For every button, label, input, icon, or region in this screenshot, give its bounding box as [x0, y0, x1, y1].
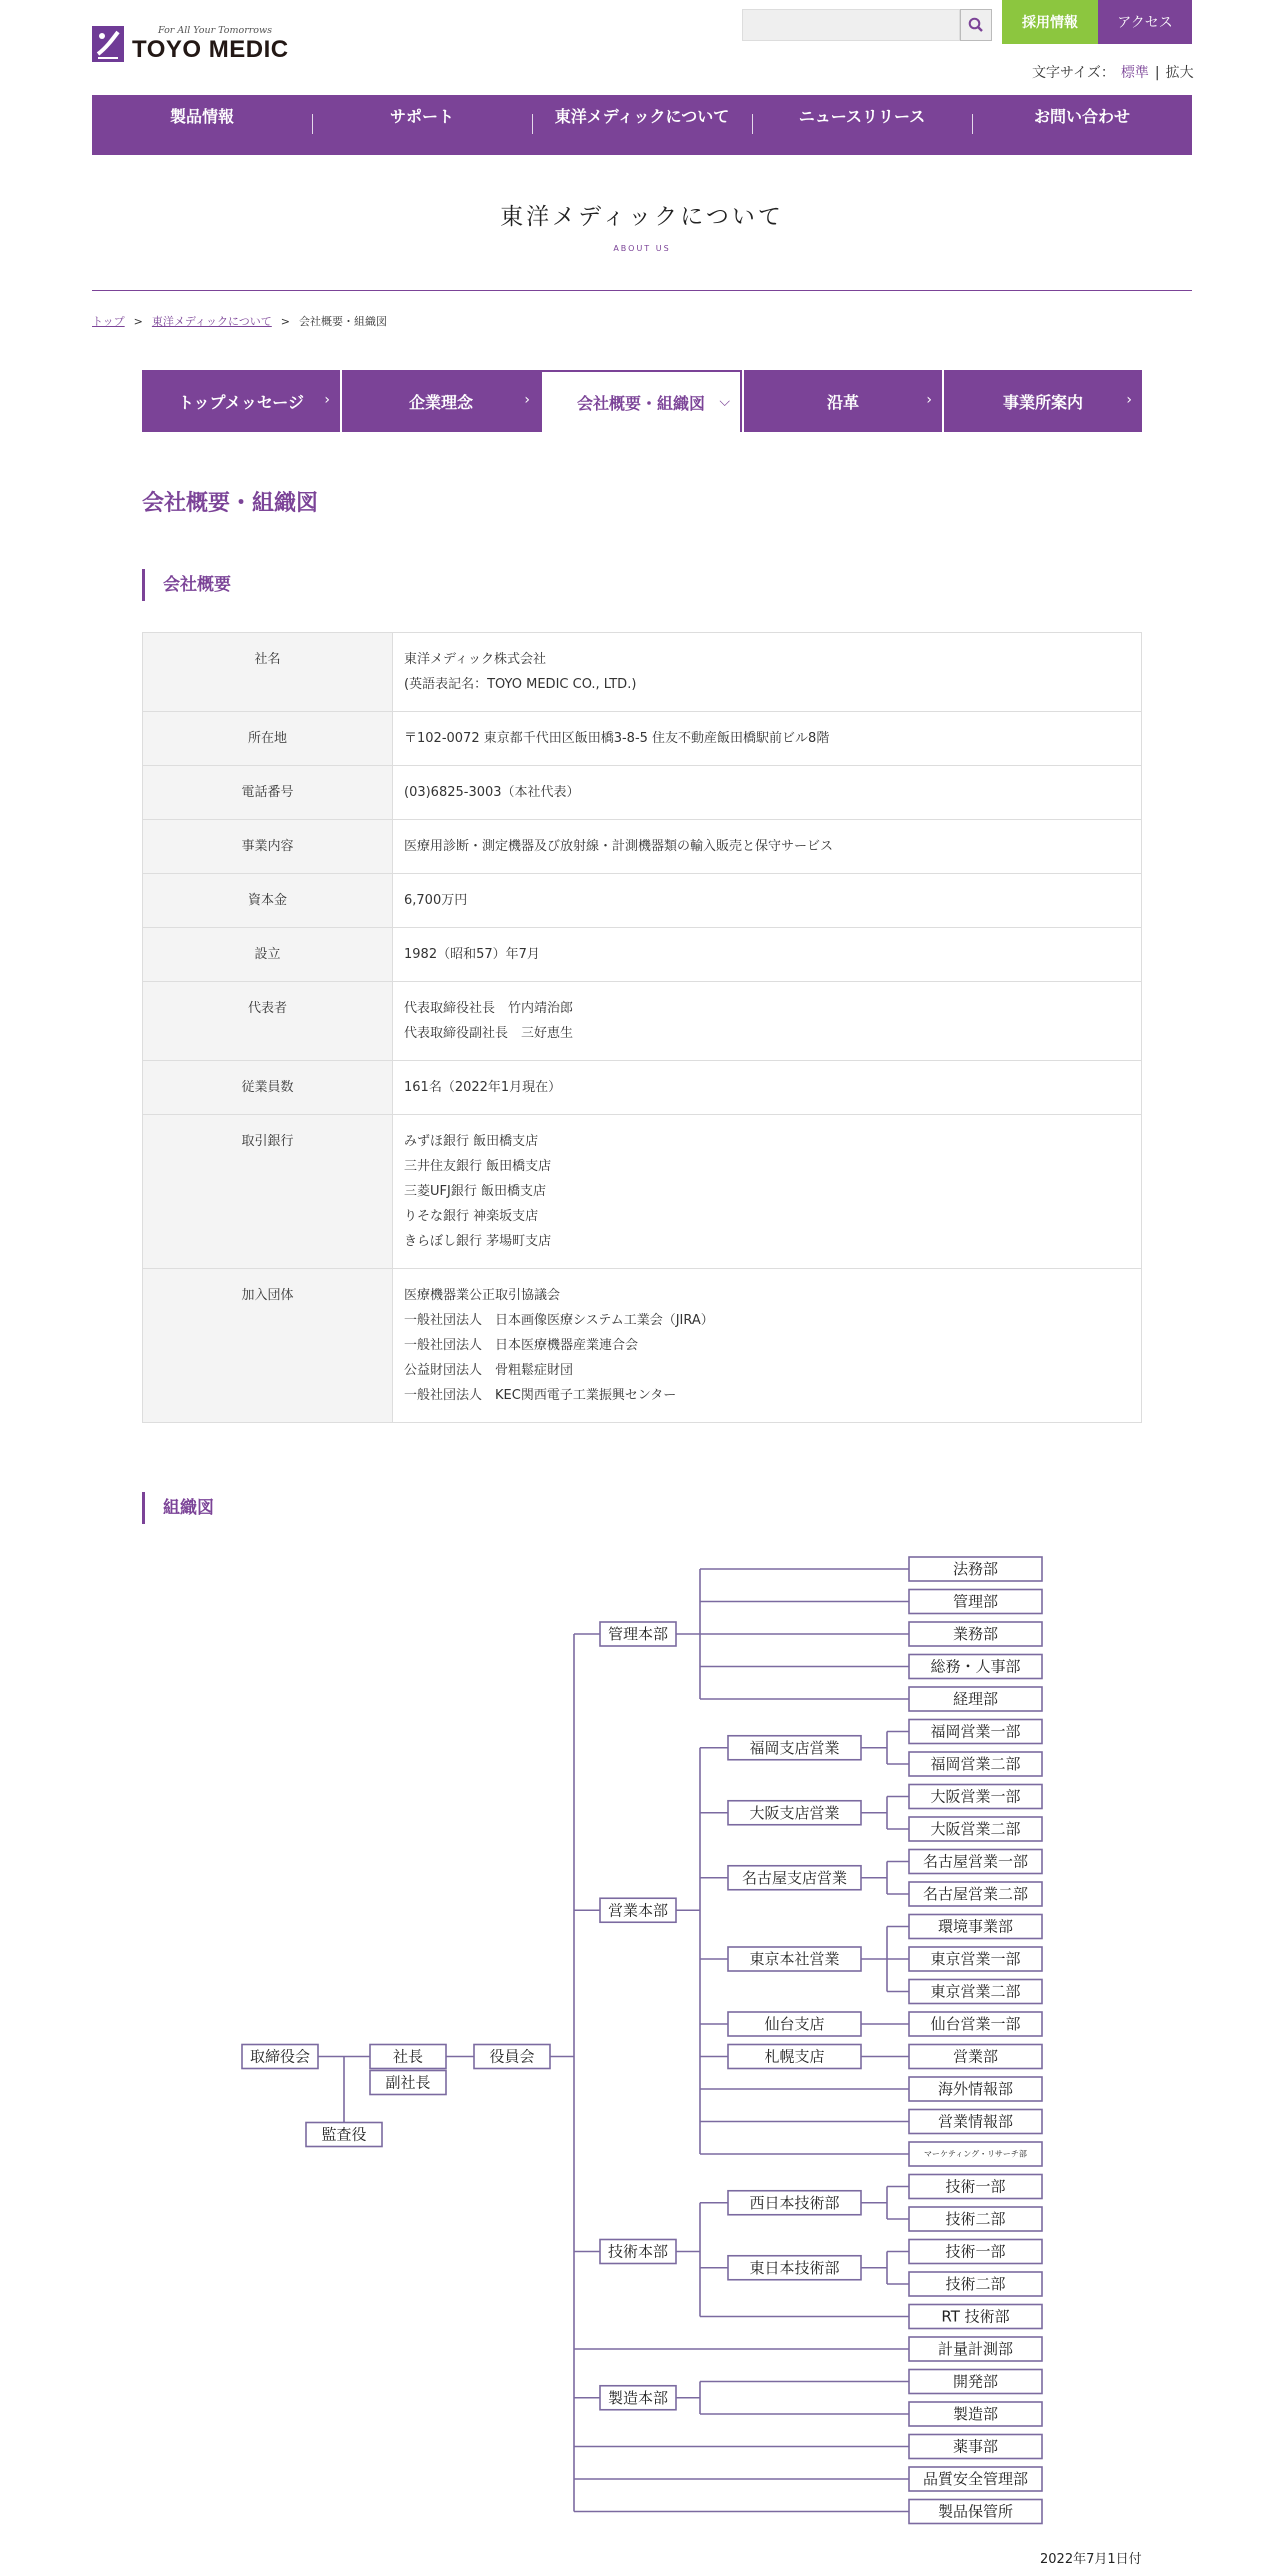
org-node-label: RT 技術部 [941, 2307, 1010, 2326]
org-node-label: 技術一部 [945, 2242, 1006, 2261]
tab-label: 会社概要・組織図 [576, 393, 705, 413]
table-row [143, 766, 1142, 820]
breadcrumb-home[interactable]: トップ [92, 315, 125, 328]
org-node [909, 2500, 1042, 2524]
nav-support[interactable]: サポート [312, 95, 532, 135]
row-value-line: 代表取締役副社長 三好恵生 [404, 1026, 574, 1041]
org-node [370, 2071, 446, 2095]
row-value [393, 766, 1142, 820]
row-label: 従業員数 [143, 1061, 393, 1115]
org-node [728, 2012, 861, 2036]
org-node [728, 1947, 861, 1971]
org-node [474, 2045, 550, 2069]
org-node-label: 大阪支店営業 [749, 1803, 840, 1822]
org-node-label: 監査役 [321, 2125, 367, 2144]
logo-mark-icon [92, 26, 124, 62]
org-node [909, 2370, 1042, 2394]
org-node-label: 技術二部 [945, 2275, 1006, 2293]
org-node [600, 1622, 676, 1646]
row-value-line: 〒102-0072 東京都千代田区飯田橋3-8-5 住友不動産飯田橋駅前ビル8階 [404, 731, 830, 746]
org-node [909, 2240, 1042, 2264]
org-node-label: 技術一部 [945, 2177, 1006, 2196]
org-node-label: 名古屋支店営業 [741, 1868, 848, 1887]
row-value-line: 6,700万円 [404, 893, 468, 908]
row-value-line: 161名（2022年1月現在） [404, 1080, 562, 1095]
tab-philosophy[interactable] [340, 370, 540, 432]
org-node [728, 2045, 861, 2069]
org-node [909, 1947, 1042, 1971]
org-node [909, 2337, 1042, 2361]
org-node-label: 総務・人事部 [930, 1657, 1021, 1676]
org-node-label: 役員会 [489, 2047, 535, 2066]
font-size-switcher [1032, 62, 1194, 82]
row-value [393, 712, 1142, 766]
org-node-label: 福岡支店営業 [749, 1738, 840, 1757]
org-node-label: 管理本部 [607, 1625, 669, 1643]
logo-tagline: For All Your Tomorrows [158, 25, 273, 36]
org-node-label: 札幌支店 [764, 2047, 825, 2066]
table-row [143, 820, 1142, 874]
font-size-large-button[interactable]: 拡大 [1165, 65, 1194, 81]
org-node [909, 1882, 1042, 1906]
org-node-label: 東日本技術部 [749, 2258, 840, 2277]
font-size-separator: | [1154, 65, 1160, 81]
row-value [393, 820, 1142, 874]
chevron-right-icon: › [1126, 392, 1132, 408]
row-value [393, 928, 1142, 982]
org-node-label: 東京本社営業 [749, 1950, 840, 1968]
org-node [909, 2467, 1042, 2491]
org-node [909, 2077, 1042, 2101]
org-node-label: 取締役会 [249, 2047, 311, 2066]
org-node [909, 1915, 1042, 1939]
org-node-label: 営業部 [952, 2047, 999, 2066]
org-node [909, 2305, 1042, 2329]
org-node-label: 業務部 [952, 1625, 999, 1643]
org-node-label: 仙台支店 [764, 2015, 825, 2033]
row-label: 社名 [143, 633, 393, 712]
font-size-label: 文字サイズ： [1032, 65, 1115, 81]
row-label: 代表者 [143, 982, 393, 1061]
org-node [909, 2272, 1042, 2296]
table-row [143, 633, 1142, 712]
title-divider [92, 290, 1192, 291]
org-node [909, 1817, 1042, 1841]
row-label: 加入団体 [143, 1269, 393, 1423]
org-node [909, 1980, 1042, 2004]
org-node [909, 1622, 1042, 1646]
org-node-label: 名古屋営業二部 [922, 1885, 1029, 1903]
org-node-label: 管理部 [952, 1592, 999, 1611]
breadcrumb [92, 313, 387, 329]
tab-label: トップメッセージ [178, 392, 304, 412]
row-value-line: 一般社団法人 日本画像医療システム工業会（JIRA） [404, 1313, 714, 1328]
row-label: 資本金 [143, 874, 393, 928]
section-heading-org: 組織図 [142, 1492, 214, 1524]
org-node-label: 計量計測部 [937, 2340, 1014, 2358]
row-value [393, 1115, 1142, 1269]
row-value-line: みずほ銀行 飯田橋支店 [404, 1134, 539, 1149]
row-value-line: 医療機器業公正取引協議会 [404, 1288, 561, 1303]
org-node-label: 技術二部 [945, 2210, 1006, 2228]
org-node [909, 1655, 1042, 1679]
org-node-label: 西日本技術部 [749, 2193, 840, 2212]
org-node [909, 2142, 1042, 2166]
org-node-label: 品質安全管理部 [922, 2470, 1029, 2488]
org-node [306, 2123, 382, 2147]
tab-offices[interactable] [942, 370, 1142, 432]
row-label: 取引銀行 [143, 1115, 393, 1269]
org-node [909, 2435, 1042, 2459]
org-node [242, 2045, 318, 2069]
org-node-label: 経理部 [952, 1690, 999, 1708]
table-row [143, 1269, 1142, 1423]
org-node-label: 副社長 [385, 2073, 431, 2092]
org-node-label: 製造部 [952, 2405, 999, 2423]
org-node [728, 1801, 861, 1825]
tab-history[interactable] [742, 370, 942, 432]
main-heading: 会社概要・組織図 [142, 491, 319, 516]
org-node-label: 開発部 [952, 2372, 999, 2391]
org-node-label: 薬事部 [952, 2437, 999, 2456]
breadcrumb-current: 会社概要・組織図 [299, 315, 388, 328]
org-node-label: 東京営業二部 [930, 1982, 1021, 2001]
org-node-label: 名古屋営業一部 [922, 1852, 1029, 1871]
org-node [909, 2012, 1042, 2036]
tab-label: 事業所案内 [1002, 392, 1083, 412]
search-button[interactable] [960, 9, 992, 41]
table-row [143, 982, 1142, 1061]
chevron-right-icon: › [926, 392, 932, 408]
org-node-label: 法務部 [952, 1560, 999, 1578]
chevron-down-icon: ⌵ [719, 394, 730, 410]
row-value [393, 633, 1142, 712]
nav-contact[interactable]: お問い合わせ [972, 95, 1192, 135]
tab-label: 沿革 [826, 392, 859, 412]
org-node-label: 製品保管所 [937, 2502, 1014, 2521]
breadcrumb-separator: > [280, 315, 291, 328]
row-label: 所在地 [143, 712, 393, 766]
org-node [909, 1687, 1042, 1711]
row-value [393, 1061, 1142, 1115]
org-node [909, 1720, 1042, 1744]
org-node-label: 海外情報部 [937, 2080, 1014, 2098]
org-node-label: 東京営業一部 [930, 1950, 1021, 1968]
breadcrumb-separator: > [133, 315, 143, 328]
nav-news[interactable]: ニュースリリース [752, 95, 972, 135]
row-value-line: 一般社団法人 日本医療機器産業連合会 [404, 1338, 639, 1353]
effective-date: 2022年7月1日付 [1040, 2552, 1142, 2567]
org-node-label: 仙台営業一部 [930, 2015, 1021, 2033]
org-node [909, 1752, 1042, 1776]
row-value-line: 東洋メディック株式会社 [404, 652, 546, 667]
global-nav [92, 95, 1192, 155]
logo-name: TOYO MEDIC [132, 36, 289, 63]
tab-top-message[interactable] [142, 370, 340, 432]
org-node-label: 製造本部 [607, 2388, 669, 2407]
sub-tabs [142, 370, 1142, 432]
company-overview-table [142, 632, 1142, 1423]
row-label: 事業内容 [143, 820, 393, 874]
row-label: 電話番号 [143, 766, 393, 820]
row-value-line: 代表取締役社長 竹内靖治郎 [404, 1001, 574, 1016]
row-value-line: 医療用診断・測定機器及び放射線・計測機器類の輸入販売と保守サービス [404, 839, 834, 854]
logo[interactable] [92, 26, 302, 66]
section-heading-overview: 会社概要 [142, 569, 231, 601]
org-node-label: 技術本部 [607, 2242, 669, 2261]
chevron-right-icon: › [524, 392, 530, 408]
nav-about[interactable]: 東洋メディックについて [532, 95, 752, 135]
org-node [600, 1898, 676, 1922]
org-node [728, 1866, 861, 1890]
row-value-line: 公益財団法人 骨粗鬆症財団 [404, 1363, 574, 1378]
org-node [728, 1736, 861, 1760]
breadcrumb-parent[interactable]: 東洋メディックについて [151, 315, 272, 328]
row-value [393, 982, 1142, 1061]
org-node [600, 2386, 676, 2410]
org-node-label: 社長 [392, 2047, 424, 2066]
nav-products[interactable]: 製品情報 [169, 106, 234, 126]
tab-label: 企業理念 [408, 392, 473, 412]
org-node [909, 1590, 1042, 1614]
row-value-line: (英語表記名：TOYO MEDIC CO., LTD.) [404, 677, 637, 692]
row-value-line: 三井住友銀行 飯田橋支店 [404, 1159, 552, 1174]
org-node [909, 2110, 1042, 2134]
org-node-label: 営業本部 [607, 1901, 669, 1920]
org-node [909, 2175, 1042, 2199]
row-value-line: りそな銀行 神楽坂支店 [404, 1209, 539, 1224]
org-node [728, 2256, 861, 2280]
table-row [143, 928, 1142, 982]
row-value-line: 1982（昭和57）年7月 [404, 947, 540, 962]
row-value [393, 874, 1142, 928]
org-node-label: 大阪営業一部 [930, 1787, 1021, 1806]
org-node [370, 2045, 446, 2069]
tab-overview[interactable] [540, 370, 742, 432]
row-value-line: 一般社団法人 KEC関西電子工業振興センター [404, 1388, 677, 1403]
org-node [909, 2207, 1042, 2231]
recruit-link[interactable]: 採用情報 [1002, 0, 1098, 44]
org-node-label: 福岡営業二部 [930, 1755, 1021, 1773]
row-value [393, 1269, 1142, 1423]
search-input[interactable] [742, 9, 960, 41]
table-row [143, 874, 1142, 928]
org-node [909, 2402, 1042, 2426]
page-title: 東洋メディックについて [500, 204, 784, 230]
org-node-label: 営業情報部 [937, 2112, 1014, 2131]
table-row [143, 1115, 1142, 1269]
page-subtitle: ABOUT US [613, 244, 671, 253]
table-row [143, 712, 1142, 766]
org-chart [142, 1540, 1142, 2540]
org-node-label: 環境事業部 [937, 1917, 1014, 1936]
org-node [909, 2045, 1042, 2069]
search-icon [968, 17, 984, 33]
org-node [600, 2240, 676, 2264]
font-size-standard-button[interactable]: 標準 [1120, 65, 1149, 81]
org-node [909, 1557, 1042, 1581]
row-value-line: (03)6825-3003（本社代表） [404, 785, 580, 800]
row-value-line: きらぼし銀行 茅場町支店 [404, 1234, 552, 1249]
org-node-label: 大阪営業二部 [930, 1820, 1021, 1838]
org-node [909, 1785, 1042, 1809]
org-node-label: 福岡営業一部 [930, 1722, 1021, 1741]
row-label: 設立 [143, 928, 393, 982]
org-node [909, 1850, 1042, 1874]
access-link[interactable]: アクセス [1098, 0, 1192, 44]
org-node [728, 2191, 861, 2215]
org-node-label: マーケティング・リサーチ部 [924, 2149, 1027, 2159]
chevron-right-icon: › [324, 392, 330, 408]
row-value-line: 三菱UFJ銀行 飯田橋支店 [404, 1184, 546, 1199]
table-row [143, 1061, 1142, 1115]
